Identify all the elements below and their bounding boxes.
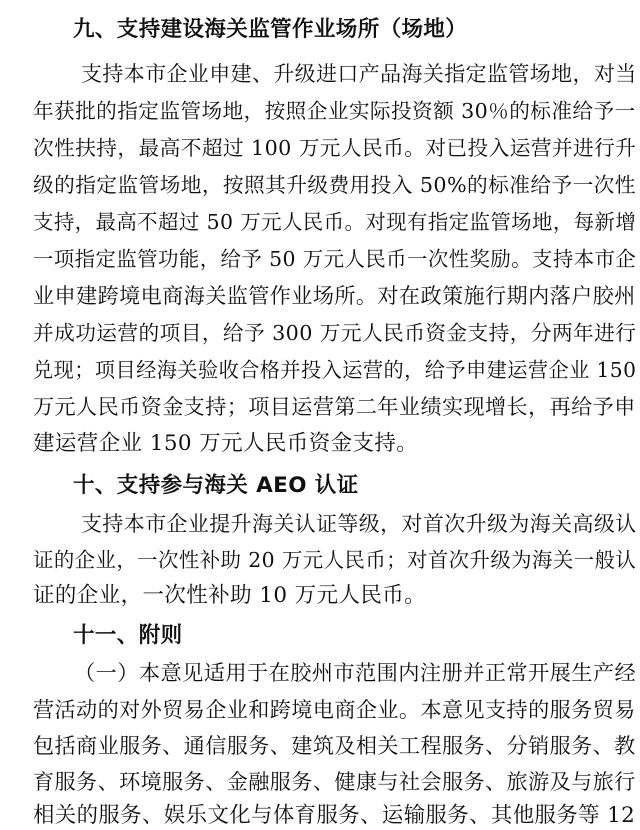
section-heading-9: 九、支持建设海关监管作业场所（场地） xyxy=(73,17,468,42)
paragraph-line: 一项指定监管功能，给予 50 万元人民币一次性奖励。支持本市企 xyxy=(33,247,637,271)
paragraph-line: 次性扶持，最高不超过 100 万元人民币。对已投入运营并进行升 xyxy=(33,136,637,160)
paragraph-line: 年获批的指定监管场地，按照企业实际投资额 30％的标准给予一 xyxy=(33,99,636,123)
paragraph-line: （一）本意见适用于在胶州市范围内注册并正常开展生产经 xyxy=(74,661,637,686)
section-heading-11: 十一、附则 xyxy=(73,623,183,648)
paragraph-line: 育服务、环境服务、金融服务、健康与社会服务、旅游及与旅行 xyxy=(33,769,636,794)
paragraph-line: 万元人民币资金支持；项目运营第二年业绩实现增长，再给予申 xyxy=(33,394,636,419)
paragraph-line: 营活动的对外贸易企业和跨境电商企业。本意见支持的服务贸易 xyxy=(33,697,636,722)
paragraph-line: 证的企业，一次性补助 20 万元人民币；对首次升级为海关一般认 xyxy=(33,548,637,572)
paragraph-line: 支持，最高不超过 50 万元人民币。对现有指定监管场地，每新增 xyxy=(33,210,637,234)
paragraph-line: 包括商业服务、通信服务、建筑及相关工程服务、分销服务、教 xyxy=(33,733,636,758)
paragraph-line: 并成功运营的项目，给予 300 万元人民币资金支持，分两年进行 xyxy=(33,321,637,345)
paragraph-line: 相关的服务、娱乐文化与体育服务、运输服务、其他服务等 12 xyxy=(33,803,636,828)
paragraph-line: 建运营企业 150 万元人民币资金支持。 xyxy=(33,431,419,456)
paragraph-line: 兑现；项目经海关验收合格并投入运营的，给予申建运营企业 150 xyxy=(33,358,637,382)
paragraph-line: 业申建跨境电商海关监管作业场所。对在政策施行期内落户胶州 xyxy=(33,283,636,308)
paragraph-line: 支持本市企业申建、升级进口产品海关指定监管场地，对当 xyxy=(81,62,637,86)
paragraph-line: 证的企业，一次性补助 10 万元人民币。 xyxy=(33,583,427,608)
paragraph-line: 级的指定监管场地，按照其升级费用投入 50%的标准给予一次性 xyxy=(33,173,636,197)
section-heading-10: 十、支持参与海关 AEO 认证 xyxy=(73,473,359,498)
paragraph-line: 支持本市企业提升海关认证等级，对首次升级为海关高级认 xyxy=(81,512,637,536)
